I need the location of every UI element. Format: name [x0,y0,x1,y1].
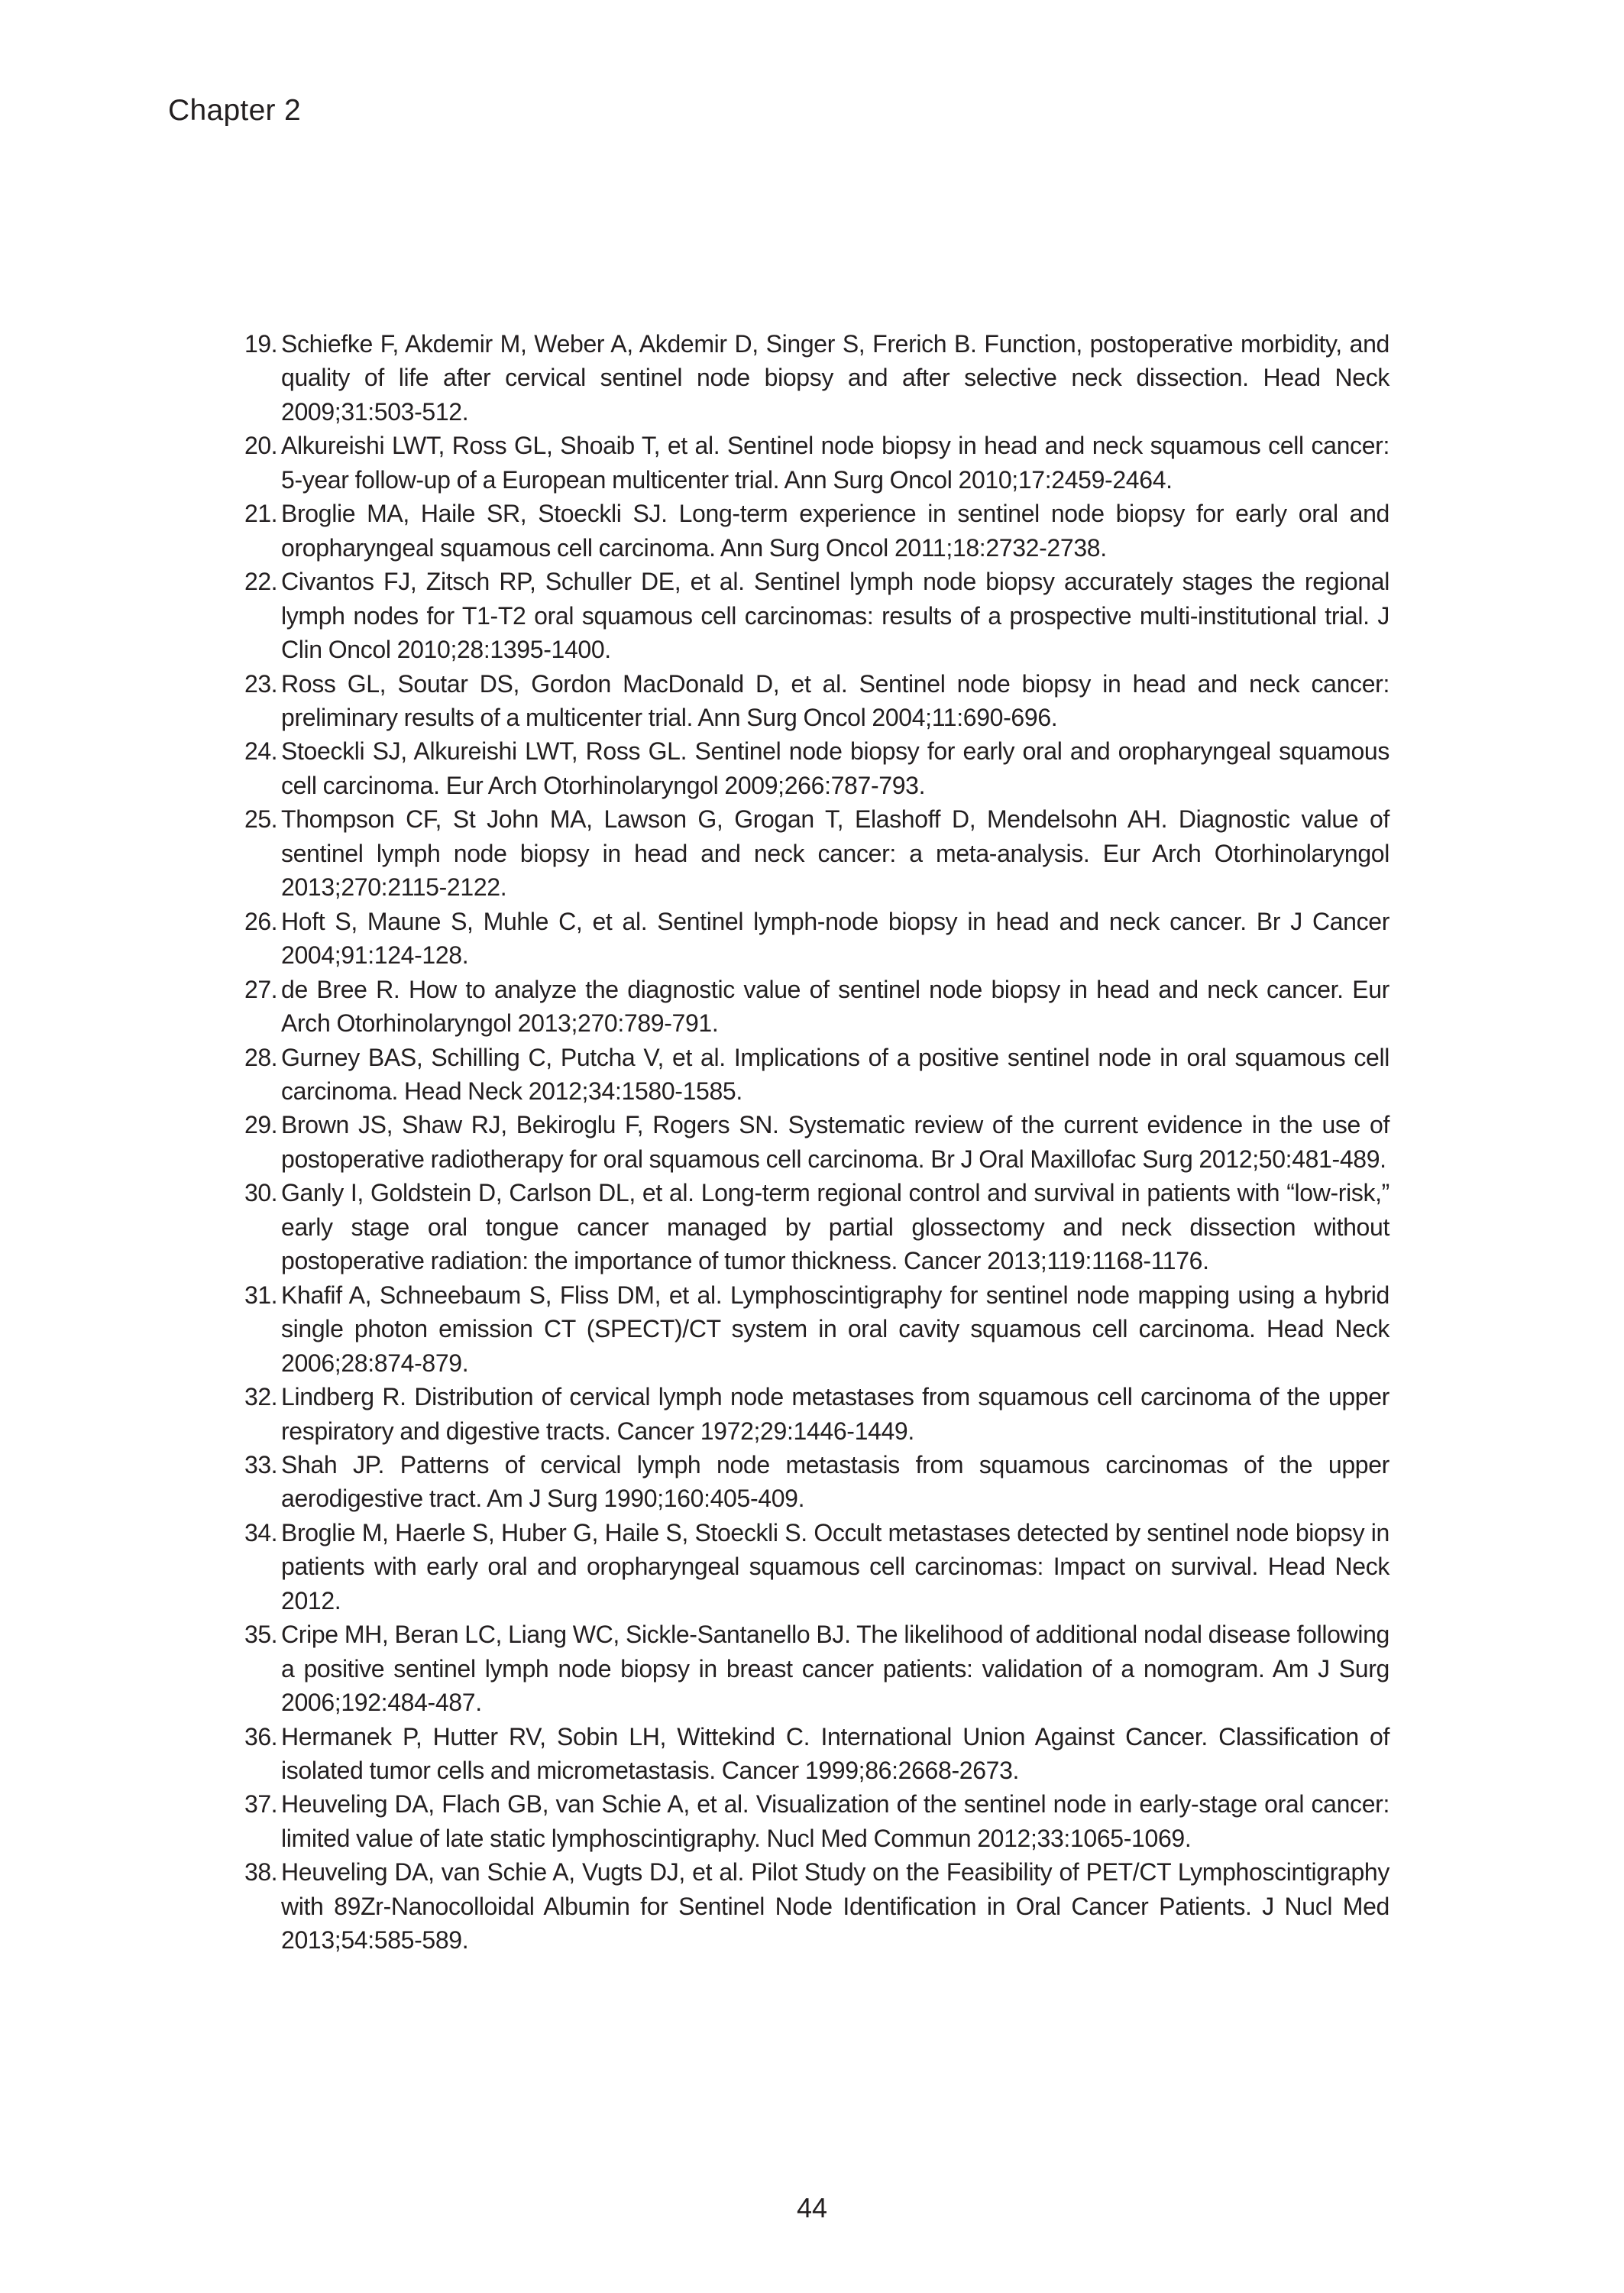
reference-item [233,905,1389,973]
reference-number: 23. [244,669,277,698]
reference-item [233,1041,1389,1109]
reference-text: Ross GL, Soutar DS, Gordon MacDonald D, et al. Sentinel node biopsy in head and neck cancer: preliminary results of a multicenter trial. Ann Surg Oncol 2004;11:690-696. [281,669,1389,731]
reference-number: 22. [244,568,277,596]
reference-text: Lindberg R. Distribution of cervical lymph node metastases from squamous cell carcinoma of the upper respiratory and digestive tracts. Cancer 1972;29:1446-1449. [281,1383,1389,1445]
reference-number: 21. [244,500,277,528]
chapter-header: Chapter 2 [168,94,301,127]
reference-item [233,1787,1389,1855]
reference-text: Ganly I, Goldstein D, Carlson DL, et al. Long-term regional control and survival in patients with “low-risk,” early stage oral tongue cancer managed by partial glossectomy and neck dissection without postoperative radiation: the importance of tumor thickness. Cancer 2013;119:1168-1176. [281,1179,1389,1275]
reference-text: Heuveling DA, van Schie A, Vugts DJ, et al. Pilot Study on the Feasibility of PET/CT Lymphoscintigraphy with 89Zr-Nanocolloidal Albumin for Sentinel Node Identification in Oral Cancer Patients. J Nucl Med 2013;54:585-589. [281,1858,1389,1955]
reference-number: 25. [244,805,277,834]
reference-item [233,1855,1389,1957]
reference-number: 20. [244,432,277,460]
reference-text: Heuveling DA, Flach GB, van Schie A, et al. Visualization of the sentinel node in early-stage oral cancer: limited value of late static lymphoscintigraphy. Nucl Med Commun 2012;33:1065-1069. [281,1790,1389,1852]
reference-text: Gurney BAS, Schilling C, Putcha V, et al. Implications of a positive sentinel node in oral squamous cell carcinoma. Head Neck 2012;34:1580-1585. [281,1043,1389,1105]
reference-item [233,667,1389,735]
reference-number: 29. [244,1111,277,1139]
reference-text: Shah JP. Patterns of cervical lymph node metastasis from squamous carcinomas of the upper aerodigestive tract. Am J Surg 1990;160:405-409. [281,1450,1389,1513]
reference-text: Hermanek P, Hutter RV, Sobin LH, Wittekind C. International Union Against Cancer. Classification of isolated tumor cells and micrometastasis. Cancer 1999;86:2668-2673. [281,1722,1389,1785]
reference-number: 34. [244,1518,277,1546]
reference-number: 37. [244,1790,277,1819]
reference-text: Brown JS, Shaw RJ, Bekiroglu F, Rogers SN. Systematic review of the current evidence in the use of postoperative radiotherapy for oral squamous cell carcinoma. Br J Oral Maxillofac Surg 2012;50:481-489. [281,1111,1389,1173]
reference-text: Stoeckli SJ, Alkureishi LWT, Ross GL. Sentinel node biopsy for early oral and oropharyngeal squamous cell carcinoma. Eur Arch Otorhinolaryngol 2009;266:787-793. [281,737,1389,799]
reference-item [233,429,1389,497]
reference-item [233,1380,1389,1448]
reference-item [233,1176,1389,1278]
reference-text: Civantos FJ, Zitsch RP, Schuller DE, et al. Sentinel lymph node biopsy accurately stages the regional lymph nodes for T1-T2 oral squamous cell carcinomas: results of a prospective multi-institutional trial. J Clin Oncol 2010;28:1395-1400. [281,568,1389,664]
reference-item [233,1618,1389,1719]
reference-number: 35. [244,1621,277,1649]
reference-item [233,327,1389,429]
reference-item [233,734,1389,802]
reference-item [233,973,1389,1041]
reference-number: 31. [244,1281,277,1309]
reference-number: 28. [244,1043,277,1071]
reference-text: Cripe MH, Beran LC, Liang WC, Sickle-Santanello BJ. The likelihood of additional nodal disease following a positive sentinel lymph node biopsy in breast cancer patients: validation of a nomogram. Am J Surg 2006;192:484-487. [281,1621,1389,1717]
reference-number: 32. [244,1383,277,1411]
reference-number: 36. [244,1722,277,1751]
reference-number: 26. [244,907,277,935]
reference-text: Broglie M, Haerle S, Huber G, Haile S, Stoeckli S. Occult metastases detected by sentinel node biopsy in patients with early oral and oropharyngeal squamous cell carcinomas: Impact on survival. Head Neck 2012. [281,1518,1389,1614]
reference-item [233,497,1389,565]
reference-number: 19. [244,330,277,358]
reference-text: Khafif A, Schneebaum S, Fliss DM, et al. Lymphoscintigraphy for sentinel node mapping using a hybrid single photon emission CT (SPECT)/CT system in oral cavity squamous cell carcinoma. Head Neck 2006;28:874-879. [281,1281,1389,1377]
reference-number: 24. [244,737,277,766]
reference-text: Hoft S, Maune S, Muhle C, et al. Sentinel lymph-node biopsy in head and neck cancer. Br J Cancer 2004;91:124-128. [281,907,1389,970]
reference-item [233,802,1389,904]
reference-item [233,565,1389,666]
page-number: 44 [796,2192,828,2223]
reference-number: 38. [244,1858,277,1887]
reference-number: 27. [244,975,277,1003]
reference-text: Broglie MA, Haile SR, Stoeckli SJ. Long-term experience in sentinel node biopsy for early oral and oropharyngeal squamous cell carcinoma. Ann Surg Oncol 2011;18:2732-2738. [281,500,1389,562]
reference-item [233,1516,1389,1618]
reference-text: Alkureishi LWT, Ross GL, Shoaib T, et al. Sentinel node biopsy in head and neck squamous cell cancer: 5-year follow-up of a European multicenter trial. Ann Surg Oncol 2010;17:2459-2464. [281,432,1389,494]
reference-item [233,1720,1389,1788]
reference-list [233,327,1389,1958]
reference-number: 33. [244,1450,277,1478]
reference-text: de Bree R. How to analyze the diagnostic value of sentinel node biopsy in head and neck cancer. Eur Arch Otorhinolaryngol 2013;270:789-791. [281,975,1389,1038]
reference-text: Schiefke F, Akdemir M, Weber A, Akdemir D, Singer S, Frerich B. Function, postoperative morbidity, and quality of life after cervical sentinel node biopsy and after selective neck dissection. Head Neck 2009;31:503-512. [281,330,1389,426]
reference-text: Thompson CF, St John MA, Lawson G, Grogan T, Elashoff D, Mendelsohn AH. Diagnostic value of sentinel lymph node biopsy in head and neck cancer: a meta-analysis. Eur Arch Otorhinolaryngol 2013;270:2115-2122. [281,805,1389,902]
reference-number: 30. [244,1179,277,1207]
reference-item [233,1448,1389,1516]
reference-item [233,1108,1389,1176]
reference-item [233,1278,1389,1380]
